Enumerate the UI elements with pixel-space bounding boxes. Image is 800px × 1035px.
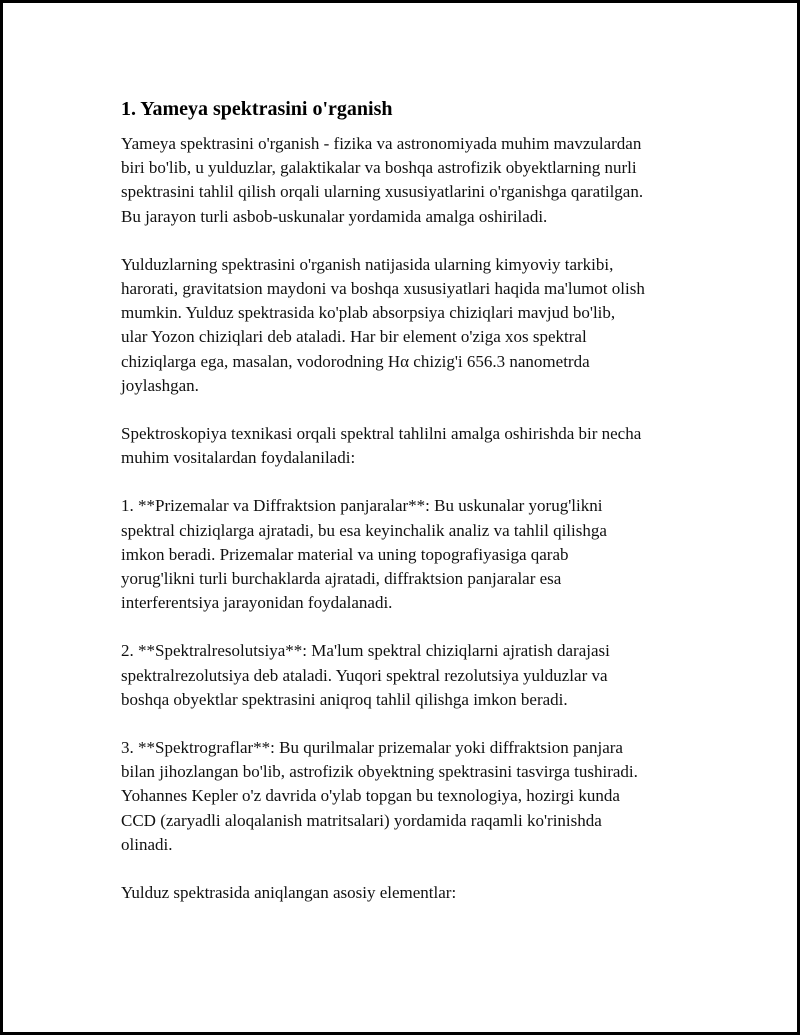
- document-body: [121, 95, 691, 929]
- paragraph-intro: Yameya spektrasini o'rganish - fizika va astronomiyada muhim mavzulardan biri bo'lib, u yulduzlar, galaktikalar va boshqa astrofizik obyektlarning nurli spektrasini tahlil qilish orqali ularning xususiyatlarini o'rganishga qaratilgan. Bu jarayon turli asbob-uskunalar yordamida amalga oshiriladi.: [121, 134, 644, 226]
- list-item-prisms-gratings: 1. **Prizemalar va Diffraktsion panjaralar**: Bu uskunalar yorug'likni spektral chiziqlarga ajratadi, bu esa keyinchalik analiz va tahlil qilishga imkon beradi. Prizemalar material va uning topografiyasiga qarab yorug'likni turli burchaklarda ajratadi, diffraktsion panjaralar esa interferentsiya jarayonidan foydalanadi.: [121, 496, 607, 613]
- section-heading: 1. Yameya spektrasini o'rganish: [121, 98, 393, 120]
- paragraph-elements-intro: Yulduz spektrasida aniqlangan asosiy elementlar:: [121, 883, 457, 903]
- list-item-spectral-resolution: 2. **Spektralresolutsiya**: Ma'lum spektral chiziqlarni ajratish darajasi spektralrezolutsiya deb ataladi. Yuqori spektral rezolutsiya yulduzlar va boshqa obyektlar spektrasini aniqroq tahlil qilishga imkon beradi.: [121, 641, 610, 709]
- paragraph-spectroscopy-tools: Spektroskopiya texnikasi orqali spektral tahlilni amalga oshirishda bir necha muhim vositalardan foydalaniladi:: [121, 424, 642, 468]
- paragraph-stellar-spectra: Yulduzlarning spektrasini o'rganish natijasida ularning kimyoviy tarkibi, harorati, gravitatsion maydoni va boshqa xususiyatlari haqida ma'lumot olish mumkin. Yulduz spektrasida ko'plab absorpsiya chiziqlari mavjud bo'lib, ular Yozon chiziqlari deb ataladi. Har bir element o'ziga xos spektral chiziqlarga ega, masalan, vodorodning Hα chizig'i 656.3 nanometrda joylashgan.: [121, 254, 645, 395]
- list-item-spectrographs: 3. **Spektrograflar**: Bu qurilmalar prizemalar yoki diffraktsion panjara bilan jihozlangan bo'lib, astrofizik obyektning spektrasini tasvirga tushiradi. Yohannes Kepler o'z davrida o'ylab topgan bu texnologiya, hozirgi kunda CCD (zaryadli aloqalanish matritsalari) yordamida raqamli ko'rinishda olinadi.: [121, 738, 638, 854]
